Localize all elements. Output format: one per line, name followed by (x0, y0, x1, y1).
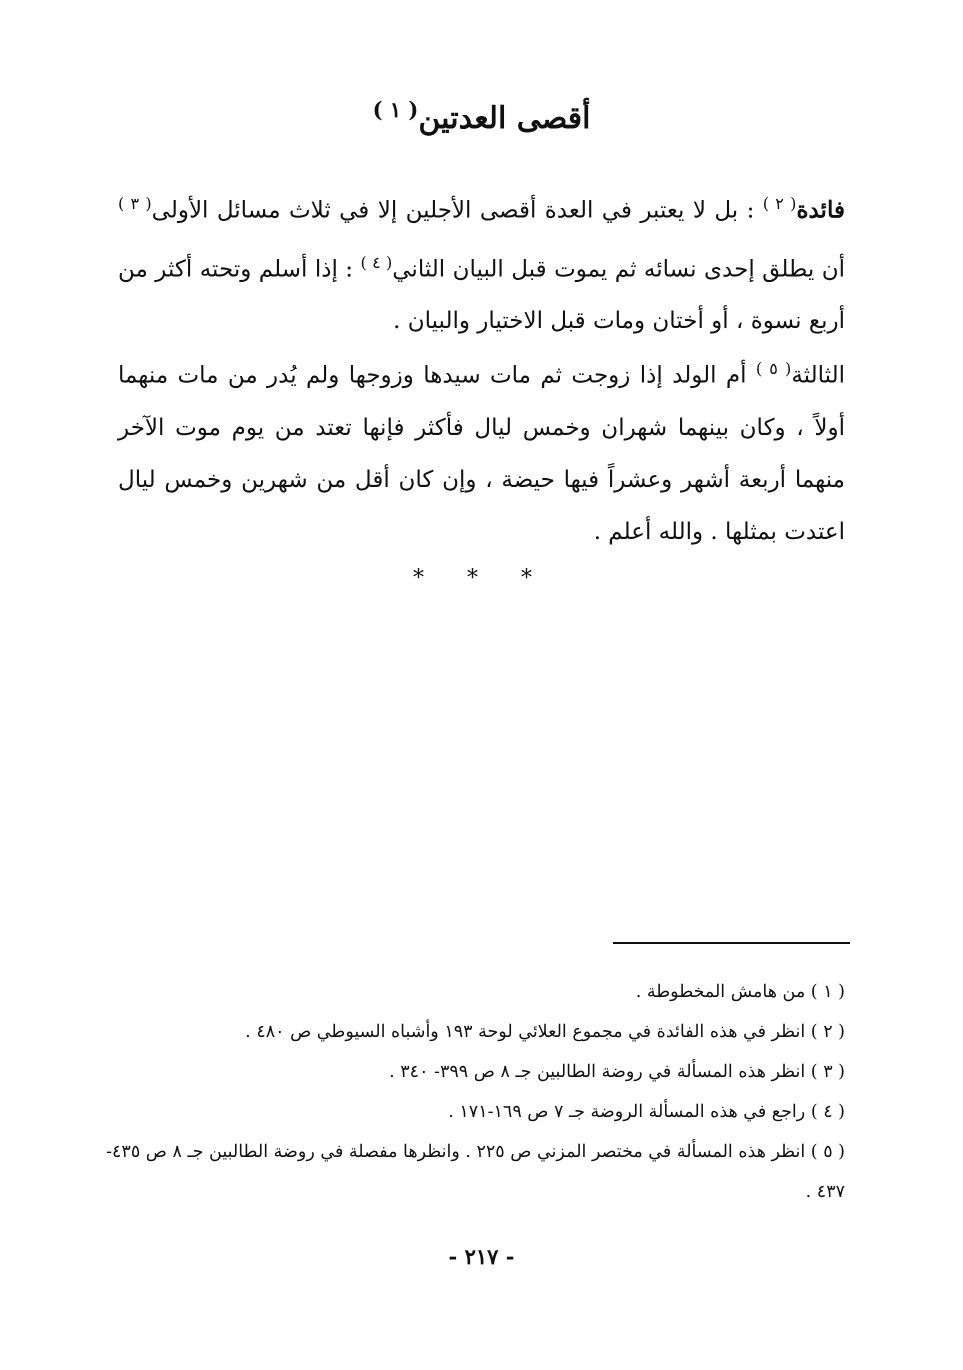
footnote: ( ٥ ) انظر هذه المسألة في مختصر المزني ص ٢٢٥ . وانظرها مفصلة في روضة الطالبين جـ ٨ ص ٤٣٥- ٤٣٧ . (106, 1142, 845, 1202)
footnote-ref-3: ( ٣ ) (118, 194, 152, 213)
paragraph-text: : بل لا يعتبر في العدة أقصى الأجلين إلا في ثلاث مسائل الأولى (151, 197, 763, 224)
paragraph-text: : إذا أسلم وتحته أكثر من أربع نسوة ، أو أختان ومات قبل الاختيار والبيان . (118, 256, 845, 335)
footnote-ref-5: ( ٥ ) (755, 359, 792, 378)
page-number: - ٢١٧ - (448, 1244, 515, 1269)
paragraph-text: أن يطلق إحدى نسائه ثم يموت قبل البيان الثاني (392, 256, 845, 283)
footnote: ( ١ ) من هامش المخطوطة . (635, 982, 845, 1002)
footnote-ref-2: ( ٢ ) (762, 194, 797, 213)
paragraph-lead: فائدة (796, 196, 845, 224)
paragraph-lead: الثالثة (791, 362, 845, 389)
page-title (0, 96, 963, 138)
paragraph-faida (118, 178, 845, 347)
footnotes (105, 972, 845, 1212)
footnote-ref-1: ( ١ ) (372, 97, 419, 122)
section-separator: * * * (413, 566, 550, 591)
paragraph-third (118, 343, 845, 558)
footnote-ref-4: ( ٤ ) (360, 252, 393, 272)
footnote: ( ٤ ) راجع في هذه المسألة الروضة جـ ٧ ص ١٦٩-١٧١ . (448, 1102, 845, 1122)
title-text: أقصى العدتين (418, 101, 591, 136)
paragraph-text: أم الولد إذا زوجت ثم مات سيدها وزوجها ولم يُدر من مات منهما أولاً ، وكان بينهما شهران وخمس ليال فأكثر فإنها تعتد من يوم موت الآخر منهما أربعة أشهر وعشراً فيها حيضة ، وإن كان أقل من شهرين وخمس ليال اعتدت بمثلها . والله أعلم . (118, 362, 845, 545)
footnote: ( ٣ ) انظر هذه المسألة في روضة الطالبين جـ ٨ ص ٣٩٩- ٣٤٠ . (389, 1062, 845, 1082)
footnote-divider (613, 942, 850, 944)
footnote: ( ٢ ) انظر في هذه الفائدة في مجموع العلائي لوحة ١٩٣ وأشباه السيوطي ص ٤٨٠ . (245, 1022, 845, 1042)
